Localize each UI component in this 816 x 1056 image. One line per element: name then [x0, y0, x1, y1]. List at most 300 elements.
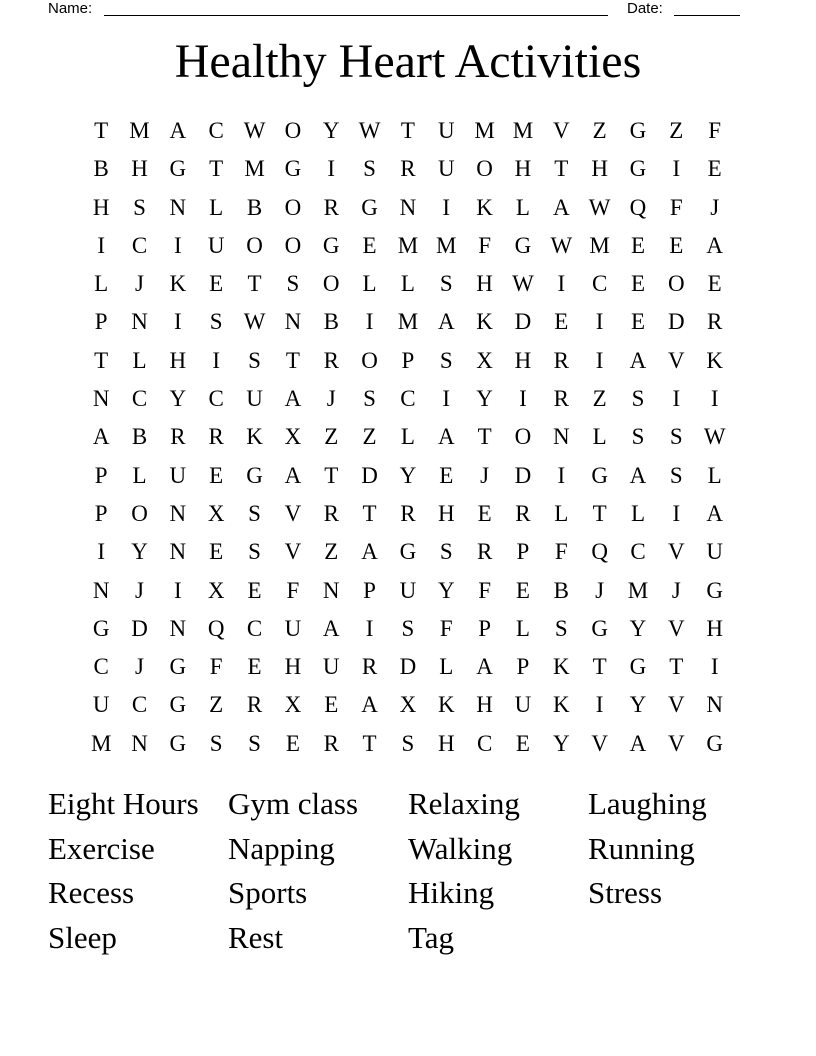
word-bank-item: Eight Hours [48, 786, 199, 821]
grid-letter[interactable]: B [323, 309, 339, 335]
grid-letter[interactable]: W [588, 194, 611, 220]
grid-letter[interactable]: V [668, 692, 685, 718]
grid-letter[interactable]: A [629, 347, 647, 373]
grid-letter[interactable]: V [284, 500, 302, 526]
grid-letter[interactable]: I [212, 347, 221, 373]
grid-letter[interactable]: T [592, 654, 607, 680]
grid-letter[interactable]: L [132, 347, 147, 373]
grid-letter[interactable]: F [209, 654, 223, 680]
grid-letter[interactable]: R [323, 347, 339, 373]
grid-letter[interactable]: T [94, 118, 109, 143]
grid-letter[interactable]: M [436, 232, 457, 258]
grid-letter[interactable]: I [365, 309, 374, 335]
grid-letter[interactable]: M [90, 730, 112, 756]
grid-letter[interactable]: U [169, 462, 187, 488]
grid-letter[interactable]: M [512, 118, 534, 143]
grid-letter[interactable]: I [710, 654, 719, 680]
grid-letter[interactable]: F [439, 615, 453, 641]
grid-letter[interactable]: B [246, 194, 263, 220]
grid-letter[interactable]: U [322, 654, 340, 680]
grid-letter[interactable]: Y [399, 462, 417, 488]
grid-letter[interactable]: T [400, 118, 415, 143]
grid-letter[interactable]: Q [207, 615, 225, 641]
grid-letter[interactable]: S [133, 194, 146, 220]
grid-letter[interactable]: G [399, 539, 417, 565]
grid-letter[interactable]: S [248, 500, 261, 526]
grid-letter[interactable]: E [439, 462, 454, 488]
grid-letter[interactable]: S [439, 539, 453, 565]
grid-letter[interactable]: I [672, 500, 681, 526]
grid-letter[interactable]: A [361, 539, 378, 565]
grid-letter[interactable]: I [174, 232, 182, 258]
grid-letter[interactable]: C [591, 271, 608, 297]
grid-letter[interactable]: T [362, 730, 377, 756]
grid-letter[interactable]: K [169, 271, 187, 297]
grid-letter[interactable]: X [207, 577, 225, 603]
grid-letter[interactable]: Y [629, 615, 647, 641]
grid-letter[interactable]: X [284, 424, 302, 450]
grid-letter[interactable]: O [476, 156, 493, 182]
grid-letter[interactable]: G [246, 462, 263, 488]
grid-letter[interactable]: C [630, 539, 646, 565]
grid-letter[interactable]: K [476, 194, 493, 220]
grid-letter[interactable]: T [94, 347, 109, 373]
grid-letter[interactable]: B [93, 156, 109, 182]
grid-letter[interactable]: G [169, 692, 187, 718]
grid-letter[interactable]: W [550, 232, 573, 258]
grid-letter[interactable]: Z [592, 118, 607, 143]
grid-letter[interactable]: V [668, 730, 685, 756]
grid-letter[interactable]: P [94, 462, 108, 488]
grid-letter[interactable]: C [93, 654, 109, 680]
grid-letter[interactable]: F [286, 577, 300, 603]
grid-letter[interactable]: R [476, 539, 493, 565]
grid-letter[interactable]: R [170, 424, 186, 450]
grid-letter[interactable]: M [397, 309, 419, 335]
grid-letter[interactable]: S [363, 156, 376, 182]
grid-letter[interactable]: L [630, 500, 646, 526]
grid-letter[interactable]: R [361, 654, 378, 680]
grid-letter[interactable]: M [627, 577, 649, 603]
grid-letter[interactable]: A [169, 118, 187, 143]
grid-letter[interactable]: P [363, 577, 376, 603]
grid-letter[interactable]: D [668, 309, 685, 335]
grid-letter[interactable]: L [439, 654, 454, 680]
grid-letter[interactable]: I [97, 232, 105, 258]
grid-letter[interactable]: U [514, 692, 532, 718]
grid-letter[interactable]: G [169, 156, 187, 182]
grid-letter[interactable]: U [92, 692, 110, 718]
grid-letter[interactable]: H [514, 347, 532, 373]
grid-letter[interactable]: N [284, 309, 302, 335]
grid-letter[interactable]: A [476, 654, 493, 680]
grid-letter[interactable]: S [248, 730, 261, 756]
grid-letter[interactable]: C [476, 730, 493, 756]
grid-letter[interactable]: C [131, 692, 148, 718]
grid-letter[interactable]: R [400, 500, 416, 526]
grid-letter[interactable]: H [591, 156, 608, 182]
grid-letter[interactable]: C [208, 386, 224, 412]
grid-letter[interactable]: J [135, 271, 144, 297]
grid-letter[interactable]: S [669, 424, 683, 450]
grid-letter[interactable]: E [209, 539, 224, 565]
grid-letter[interactable]: U [207, 232, 225, 258]
grid-letter[interactable]: I [595, 692, 604, 718]
grid-letter[interactable]: Y [629, 692, 647, 718]
word-bank-item: Exercise [48, 830, 155, 866]
grid-letter[interactable]: Y [322, 118, 340, 143]
grid-letter[interactable]: G [92, 615, 110, 641]
grid-row [82, 380, 734, 418]
word-bank-item: Sports [228, 875, 308, 910]
grid-letter[interactable]: E [669, 232, 684, 258]
grid-letter[interactable]: N [169, 500, 187, 526]
grid-letter[interactable]: V [591, 730, 608, 756]
grid-letter[interactable]: G [591, 615, 608, 641]
grid-letter[interactable]: E [247, 654, 262, 680]
grid-row [82, 303, 734, 341]
grid-letter[interactable]: K [476, 309, 493, 335]
grid-letter[interactable]: F [478, 577, 491, 603]
grid-letter[interactable]: G [629, 156, 647, 182]
grid-letter[interactable]: R [553, 347, 569, 373]
grid-letter[interactable]: E [630, 232, 646, 258]
grid-letter[interactable]: I [174, 309, 182, 335]
grid-letter[interactable]: I [557, 271, 566, 297]
grid-row [82, 648, 734, 686]
grid-letter[interactable]: T [247, 271, 262, 297]
grid-letter[interactable]: T [324, 462, 339, 488]
grid-letter[interactable]: Y [476, 386, 493, 412]
grid-letter[interactable]: G [629, 118, 647, 143]
grid-letter[interactable]: A [706, 500, 723, 526]
grid-letter[interactable]: S [669, 462, 683, 488]
grid-letter[interactable]: T [209, 156, 224, 182]
grid-letter[interactable]: M [397, 232, 419, 258]
grid-letter[interactable]: N [169, 539, 187, 565]
grid-letter[interactable]: W [358, 118, 381, 143]
grid-letter[interactable]: N [552, 424, 570, 450]
grid-letter[interactable]: N [399, 194, 417, 220]
grid-letter[interactable]: G [514, 232, 532, 258]
grid-letter[interactable]: M [129, 118, 150, 143]
grid-letter[interactable]: R [323, 730, 339, 756]
grid-letter[interactable]: H [437, 500, 455, 526]
grid-letter[interactable]: L [94, 271, 109, 297]
grid-letter[interactable]: W [243, 118, 266, 143]
grid-letter[interactable]: Z [324, 424, 339, 450]
grid-letter[interactable]: G [322, 232, 340, 258]
grid-letter[interactable]: Q [629, 194, 647, 220]
grid-letter[interactable]: I [595, 309, 604, 335]
grid-letter[interactable]: L [707, 462, 722, 488]
grid-letter[interactable]: E [707, 271, 722, 297]
grid-letter[interactable]: J [595, 577, 605, 603]
grid-letter[interactable]: T [554, 156, 569, 182]
grid-letter[interactable]: I [365, 615, 374, 641]
grid-letter[interactable]: A [322, 615, 340, 641]
grid-letter[interactable]: E [209, 271, 224, 297]
grid-letter[interactable]: I [327, 156, 336, 182]
grid-letter[interactable]: R [515, 500, 531, 526]
grid-letter[interactable]: C [208, 118, 224, 143]
grid-letter[interactable]: F [669, 194, 683, 220]
grid-letter[interactable]: N [322, 577, 340, 603]
grid-letter[interactable]: R [208, 424, 224, 450]
grid-letter[interactable]: E [630, 271, 646, 297]
grid-letter[interactable]: A [284, 462, 302, 488]
grid-letter[interactable]: H [437, 730, 455, 756]
grid-letter[interactable]: Z [362, 424, 377, 450]
grid-letter[interactable]: G [706, 730, 723, 756]
grid-letter[interactable]: I [442, 386, 451, 412]
grid-letter[interactable]: F [478, 232, 491, 258]
grid-letter[interactable]: I [672, 156, 681, 182]
grid-letter[interactable]: D [514, 462, 532, 488]
grid-letter[interactable]: A [437, 309, 455, 335]
grid-letter[interactable]: G [361, 194, 378, 220]
grid-letter[interactable]: A [361, 692, 378, 718]
grid-letter[interactable]: J [671, 577, 681, 603]
grid-letter[interactable]: W [512, 271, 534, 297]
grid-letter[interactable]: N [92, 577, 110, 603]
grid-letter[interactable]: O [322, 271, 340, 297]
grid-letter[interactable]: E [477, 500, 492, 526]
grid-letter[interactable]: E [515, 730, 530, 756]
grid-letter[interactable]: G [284, 156, 302, 182]
grid-letter[interactable]: R [707, 309, 723, 335]
grid-letter[interactable]: I [672, 386, 681, 412]
grid-letter[interactable]: L [515, 615, 530, 641]
grid-letter[interactable]: G [629, 654, 647, 680]
grid-letter[interactable]: G [591, 462, 608, 488]
grid-letter[interactable]: E [554, 309, 569, 335]
grid-letter[interactable]: R [246, 692, 263, 718]
grid-letter[interactable]: B [553, 577, 569, 603]
grid-letter[interactable]: X [476, 347, 493, 373]
grid-letter[interactable]: R [323, 500, 339, 526]
grid-letter[interactable]: K [706, 347, 723, 373]
grid-letter[interactable]: S [401, 730, 415, 756]
grid-letter[interactable]: P [478, 615, 491, 641]
grid-letter[interactable]: A [552, 194, 570, 220]
grid-letter[interactable]: J [135, 577, 144, 603]
grid-letter[interactable]: I [174, 577, 182, 603]
grid-letter[interactable]: I [595, 347, 604, 373]
grid-letter[interactable]: D [514, 309, 532, 335]
grid-letter[interactable]: J [480, 462, 490, 488]
grid-letter[interactable]: N [169, 194, 187, 220]
grid-letter[interactable]: A [706, 232, 723, 258]
grid-letter[interactable]: O [284, 232, 302, 258]
grid-letter[interactable]: P [94, 309, 108, 335]
grid-letter[interactable]: G [169, 730, 187, 756]
grid-letter[interactable]: V [552, 118, 570, 143]
grid-letter[interactable]: H [706, 615, 723, 641]
grid-letter[interactable]: Y [552, 730, 570, 756]
grid-letter[interactable]: Y [169, 386, 187, 412]
grid-letter[interactable]: K [437, 692, 455, 718]
grid-letter[interactable]: C [400, 386, 416, 412]
grid-letter[interactable]: X [207, 500, 225, 526]
grid-letter[interactable]: L [209, 194, 224, 220]
grid-letter[interactable]: V [668, 539, 685, 565]
grid-letter[interactable]: E [209, 462, 224, 488]
grid-letter[interactable]: I [557, 462, 566, 488]
grid-letter[interactable]: S [401, 615, 415, 641]
grid-letter[interactable]: S [439, 271, 453, 297]
grid-letter[interactable]: N [92, 386, 110, 412]
grid-letter[interactable]: H [169, 347, 187, 373]
grid-letter[interactable]: R [553, 386, 569, 412]
grid-letter[interactable]: E [247, 577, 262, 603]
grid-letter[interactable]: J [326, 386, 336, 412]
grid-letter[interactable]: B [131, 424, 148, 450]
grid-letter[interactable]: A [629, 730, 647, 756]
grid-letter[interactable]: A [437, 424, 455, 450]
grid-letter[interactable]: H [131, 156, 148, 182]
grid-letter[interactable]: U [437, 156, 455, 182]
grid-letter[interactable]: L [554, 500, 569, 526]
grid-letter[interactable]: I [97, 539, 105, 565]
grid-letter[interactable]: C [131, 386, 148, 412]
grid-letter[interactable]: A [284, 386, 302, 412]
grid-letter[interactable]: L [400, 424, 415, 450]
grid-letter[interactable]: E [630, 309, 646, 335]
grid-letter[interactable]: F [708, 118, 722, 143]
grid-letter[interactable]: D [361, 462, 378, 488]
grid-letter[interactable]: G [169, 654, 187, 680]
grid-letter[interactable]: O [284, 118, 302, 143]
grid-letter[interactable]: L [592, 424, 607, 450]
grid-letter[interactable]: M [474, 118, 495, 143]
grid-letter[interactable]: S [363, 386, 376, 412]
grid-letter[interactable]: T [477, 424, 492, 450]
grid-letter[interactable]: U [246, 386, 263, 412]
grid-letter[interactable]: L [515, 194, 530, 220]
grid-letter[interactable]: Q [591, 539, 608, 565]
grid-letter[interactable]: Y [437, 577, 455, 603]
grid-letter[interactable]: H [476, 692, 493, 718]
grid-letter[interactable]: Z [592, 386, 607, 412]
grid-letter[interactable]: N [706, 692, 723, 718]
grid-letter[interactable]: N [131, 730, 148, 756]
grid-letter[interactable]: X [284, 692, 302, 718]
grid-letter[interactable]: L [362, 271, 377, 297]
grid-letter[interactable]: M [589, 232, 610, 258]
grid-letter[interactable]: E [515, 577, 530, 603]
grid-letter[interactable]: L [132, 462, 147, 488]
grid-letter[interactable]: K [246, 424, 263, 450]
grid-letter[interactable]: G [706, 577, 723, 603]
grid-letter[interactable]: V [668, 615, 685, 641]
grid-letter[interactable]: Y [131, 539, 148, 565]
grid-letter[interactable]: U [399, 577, 417, 603]
grid-letter[interactable]: C [131, 232, 148, 258]
grid-letter[interactable]: P [401, 347, 415, 373]
grid-letter[interactable]: S [631, 386, 645, 412]
grid-letter[interactable]: S [248, 347, 261, 373]
grid-letter[interactable]: T [669, 654, 684, 680]
grid-letter[interactable]: N [131, 309, 148, 335]
grid-letter[interactable]: Z [324, 539, 339, 565]
grid-letter[interactable]: S [209, 309, 223, 335]
word-bank-item: Recess [48, 875, 135, 910]
grid-letter[interactable]: T [362, 500, 377, 526]
grid-letter[interactable]: E [362, 232, 377, 258]
grid-letter[interactable]: U [437, 118, 455, 143]
grid-letter[interactable]: O [668, 271, 685, 297]
grid-letter[interactable]: E [707, 156, 722, 182]
grid-letter[interactable]: P [516, 539, 530, 565]
grid-letter[interactable]: M [244, 156, 265, 182]
grid-letter[interactable]: D [131, 615, 148, 641]
grid-letter[interactable]: E [324, 692, 339, 718]
grid-letter[interactable]: T [285, 347, 300, 373]
grid-letter[interactable]: O [361, 347, 378, 373]
grid-letter[interactable]: U [284, 615, 302, 641]
grid-letter[interactable]: I [442, 194, 451, 220]
grid-letter[interactable]: H [476, 271, 493, 297]
grid-letter[interactable]: P [94, 500, 108, 526]
grid-letter[interactable]: X [399, 692, 417, 718]
grid-letter[interactable]: H [514, 156, 532, 182]
grid-letter[interactable]: K [552, 654, 570, 680]
grid-letter[interactable]: U [706, 539, 723, 565]
grid-letter[interactable]: J [710, 194, 720, 220]
grid-letter[interactable]: V [284, 539, 302, 565]
grid-row [82, 610, 734, 648]
grid-letter[interactable]: A [629, 462, 647, 488]
grid-letter[interactable]: P [516, 654, 530, 680]
grid-letter[interactable]: F [554, 539, 568, 565]
grid-letter[interactable]: T [592, 500, 607, 526]
grid-letter[interactable]: A [92, 424, 110, 450]
name-input-line[interactable] [104, 15, 608, 16]
grid-letter[interactable]: K [552, 692, 570, 718]
grid-letter[interactable]: L [400, 271, 415, 297]
grid-letter[interactable]: S [248, 539, 261, 565]
grid-letter[interactable]: O [284, 194, 302, 220]
grid-letter[interactable]: W [703, 424, 726, 450]
grid-letter[interactable]: D [399, 654, 417, 680]
word-bank-item: Running [588, 830, 695, 866]
grid-letter[interactable]: Z [669, 118, 684, 143]
grid-letter[interactable]: R [323, 194, 339, 220]
grid-letter[interactable]: N [169, 615, 187, 641]
grid-letter[interactable]: O [514, 424, 532, 450]
grid-letter[interactable]: R [400, 156, 416, 182]
date-input-line[interactable] [674, 15, 740, 16]
grid-letter[interactable]: V [668, 347, 685, 373]
grid-letter[interactable]: H [284, 654, 302, 680]
grid-letter[interactable]: C [246, 615, 263, 641]
grid-letter[interactable]: S [554, 615, 568, 641]
grid-letter[interactable]: E [285, 730, 300, 756]
grid-letter[interactable]: O [131, 500, 148, 526]
grid-letter[interactable]: O [246, 232, 263, 258]
grid-letter[interactable]: S [631, 424, 645, 450]
grid-letter[interactable]: W [243, 309, 266, 335]
grid-letter[interactable]: I [710, 386, 719, 412]
grid-letter[interactable]: S [286, 271, 300, 297]
grid-letter[interactable]: I [519, 386, 527, 412]
grid-letter[interactable]: Z [209, 692, 224, 718]
grid-letter[interactable]: H [92, 194, 110, 220]
grid-letter[interactable]: S [439, 347, 453, 373]
grid-letter[interactable]: J [135, 654, 144, 680]
grid-letter[interactable]: S [209, 730, 223, 756]
